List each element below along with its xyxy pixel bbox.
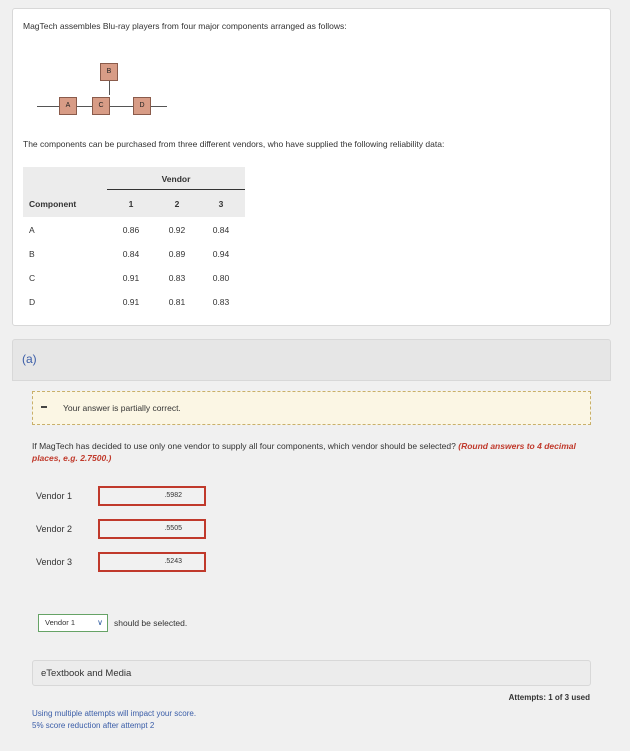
vendor-select[interactable] [38, 614, 108, 632]
vendor-header: Vendor [161, 174, 191, 184]
value-cell: 0.91 [122, 273, 140, 283]
selection-suffix: should be selected. [114, 618, 188, 628]
question-body: If MagTech has decided to use only one vendor to supply all four components, which vendor should be selected? [32, 441, 456, 451]
table-row [23, 289, 245, 313]
table-header [23, 167, 245, 217]
value-cell: 0.92 [168, 225, 186, 235]
value-cell: 0.84 [122, 249, 140, 259]
vendor-3-label: Vendor 3 [36, 557, 73, 567]
column-header: 1 [128, 199, 134, 209]
column-header: 3 [218, 199, 224, 209]
vendor-2-answer-input[interactable]: .5505 [98, 519, 206, 539]
value-cell: 0.84 [212, 225, 230, 235]
minus-icon [41, 406, 47, 408]
chevron-down-icon: ∨ [97, 618, 103, 627]
value-cell: 0.83 [168, 273, 186, 283]
problem-card [12, 8, 611, 326]
partial-message: Your answer is partially correct. [63, 403, 181, 413]
value-cell: 0.86 [122, 225, 140, 235]
table-row [23, 217, 245, 241]
vendor-1-label: Vendor 1 [36, 491, 73, 501]
component-cell: C [29, 273, 36, 283]
value-cell: 0.83 [212, 297, 230, 307]
vendor-3-answer-input[interactable]: .5243 [98, 552, 206, 572]
part-label: (a) [22, 352, 37, 366]
component-c-box: C [92, 97, 110, 115]
attempts-counter: Attempts: 1 of 3 used [508, 693, 590, 702]
partial-correct-banner [32, 391, 591, 425]
etextbook-label: eTextbook and Media [41, 668, 132, 679]
component-cell: A [29, 225, 35, 235]
value-cell: 0.91 [122, 297, 140, 307]
component-cell: B [29, 249, 35, 259]
component-header: Component [29, 199, 77, 209]
value-cell: 0.94 [212, 249, 230, 259]
part-a-header [12, 339, 611, 381]
footnote-line-1: Using multiple attempts will impact your score. [32, 709, 197, 718]
component-b-box: B [100, 63, 118, 81]
component-d-box: D [133, 97, 151, 115]
component-a-box: A [59, 97, 77, 115]
column-header: 2 [174, 199, 180, 209]
footnote-line-2: 5% score reduction after attempt 2 [32, 721, 155, 730]
etextbook-media-button[interactable] [32, 660, 591, 686]
value-cell: 0.81 [168, 297, 186, 307]
table-row [23, 241, 245, 265]
vendor-select-value: Vendor 1 [45, 618, 76, 627]
vendor-2-label: Vendor 2 [36, 524, 73, 534]
value-cell: 0.80 [212, 273, 230, 283]
attempts-footnote [32, 708, 196, 732]
rounding-hint: (Round answers to 4 decimal places, e.g. 2.7500.) [32, 441, 576, 463]
component-diagram [33, 55, 193, 125]
vendor-1-answer-input[interactable]: .5982 [98, 486, 206, 506]
value-cell: 0.89 [168, 249, 186, 259]
component-cell: D [29, 297, 36, 307]
reliability-table [23, 167, 245, 313]
description-text: The components can be purchased from three different vendors, who have supplied the following reliability data: [23, 139, 445, 149]
intro-text: MagTech assembles Blu-ray players from four major components arranged as follows: [23, 21, 347, 31]
question-text [32, 440, 597, 464]
table-row [23, 265, 245, 289]
